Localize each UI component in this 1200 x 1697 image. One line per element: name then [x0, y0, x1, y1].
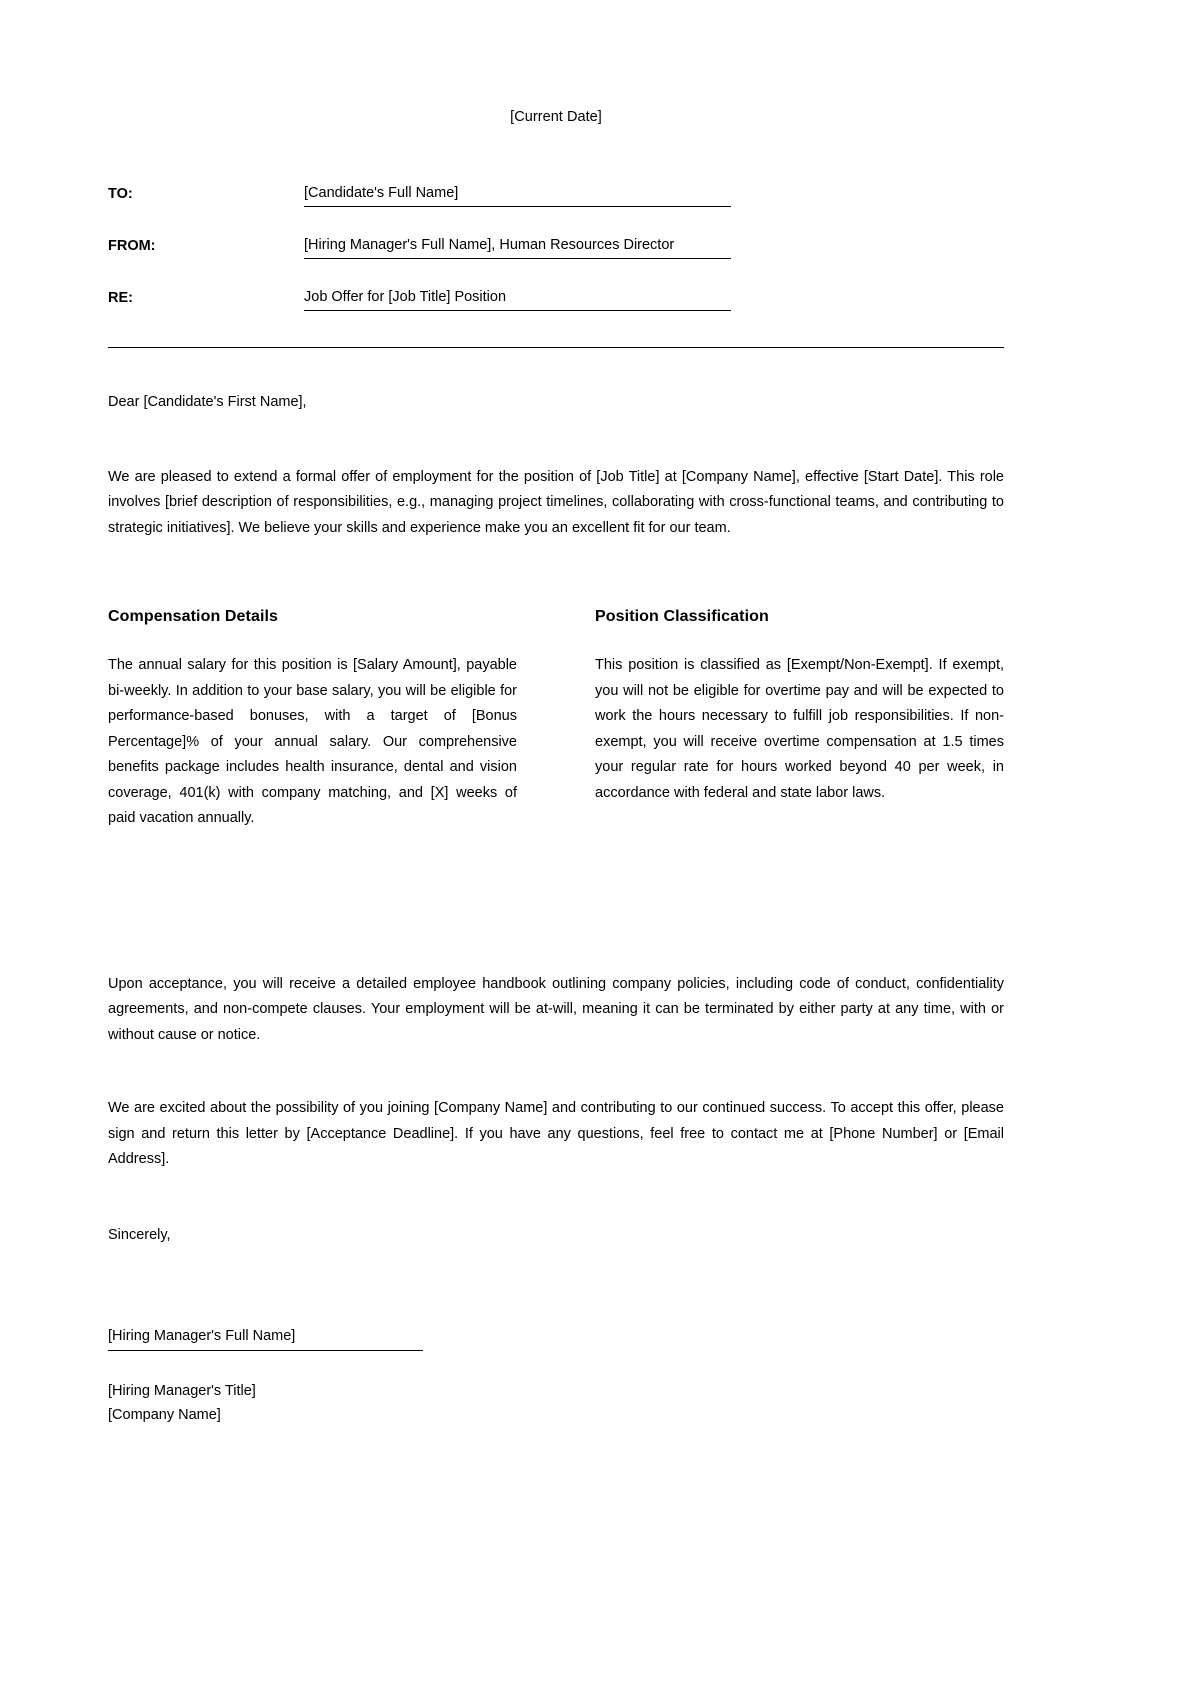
header-divider [108, 347, 1004, 348]
signature-company: [Company Name] [108, 1406, 221, 1423]
memo-label-re: RE: [108, 289, 133, 306]
classification-heading: Position Classification [595, 608, 769, 626]
compensation-body: The annual salary for this position is [Salary Amount], payable bi-weekly. In addition to your base salary, you will be eligible for performance-based bonuses, with a target of [Bonus Percentage]% of your annual salary. Our comprehensive benefits package includes health insurance, dental and vision coverage, 401(k) with company matching, and [X] weeks of paid vacation annually. [108, 657, 517, 827]
classification-body: This position is classified as [Exempt/Non-Exempt]. If exempt, you will not be eligible for overtime pay and will be expected to work the hours necessary to fulfill job responsibilities. If non-exempt, you will receive overtime compensation at 1.5 times your regular rate for hours worked beyond 40 per week, in accordance with federal and state labor laws. [595, 657, 1004, 801]
column-classification [595, 607, 1004, 832]
memo-label-to: TO: [108, 185, 133, 202]
signature-meta [108, 1379, 1004, 1427]
signature-name[interactable]: [Hiring Manager's Full Name] [108, 1326, 423, 1351]
compensation-heading: Compensation Details [108, 608, 279, 626]
memo-row-from [108, 235, 1004, 259]
column-compensation [108, 607, 517, 832]
two-column-section [108, 607, 1004, 832]
signature-line-wrap [108, 1246, 1004, 1351]
memo-value-re[interactable]: Job Offer for [Job Title] Position [304, 287, 731, 311]
signature-title: [Hiring Manager's Title] [108, 1382, 256, 1399]
memo-value-from[interactable]: [Hiring Manager's Full Name], Human Resources Director [304, 235, 731, 259]
document-content [108, 0, 1004, 1427]
salutation: Dear [Candidate's First Name], [108, 393, 307, 410]
memo-label-from: FROM: [108, 237, 156, 254]
memo-header-block [108, 183, 1004, 311]
memo-value-to[interactable]: [Candidate's Full Name] [304, 183, 731, 207]
memo-row-re [108, 287, 1004, 311]
document-date: [Current Date] [510, 109, 602, 125]
handbook-paragraph: Upon acceptance, you will receive a detailed employee handbook outlining company policies, including code of conduct, confidentiality agreements, and non-compete clauses. Your employment will be at-will, meaning it can be terminated by either party at any time, with or without cause or notice. [108, 975, 1004, 1043]
intro-paragraph: We are pleased to extend a formal offer of employment for the position of [Job Title] at [Company Name], effective [Start Date]. This role involves [brief description of responsibilities, e.g., managing project timelines, collaborating with cross-functional teams, and contributing to strategic initiatives]. We believe your skills and experience make you an excellent fit for our team. [108, 468, 1004, 536]
memo-row-to [108, 183, 1004, 207]
closing-paragraph: We are excited about the possibility of you joining [Company Name] and contributing to our continued success. To accept this offer, please sign and return this letter by [Acceptance Deadline]. If you have any questions, feel free to contact me at [Phone Number] or [Email Address]. [108, 1100, 1004, 1168]
sign-off: Sincerely, [108, 1226, 171, 1243]
